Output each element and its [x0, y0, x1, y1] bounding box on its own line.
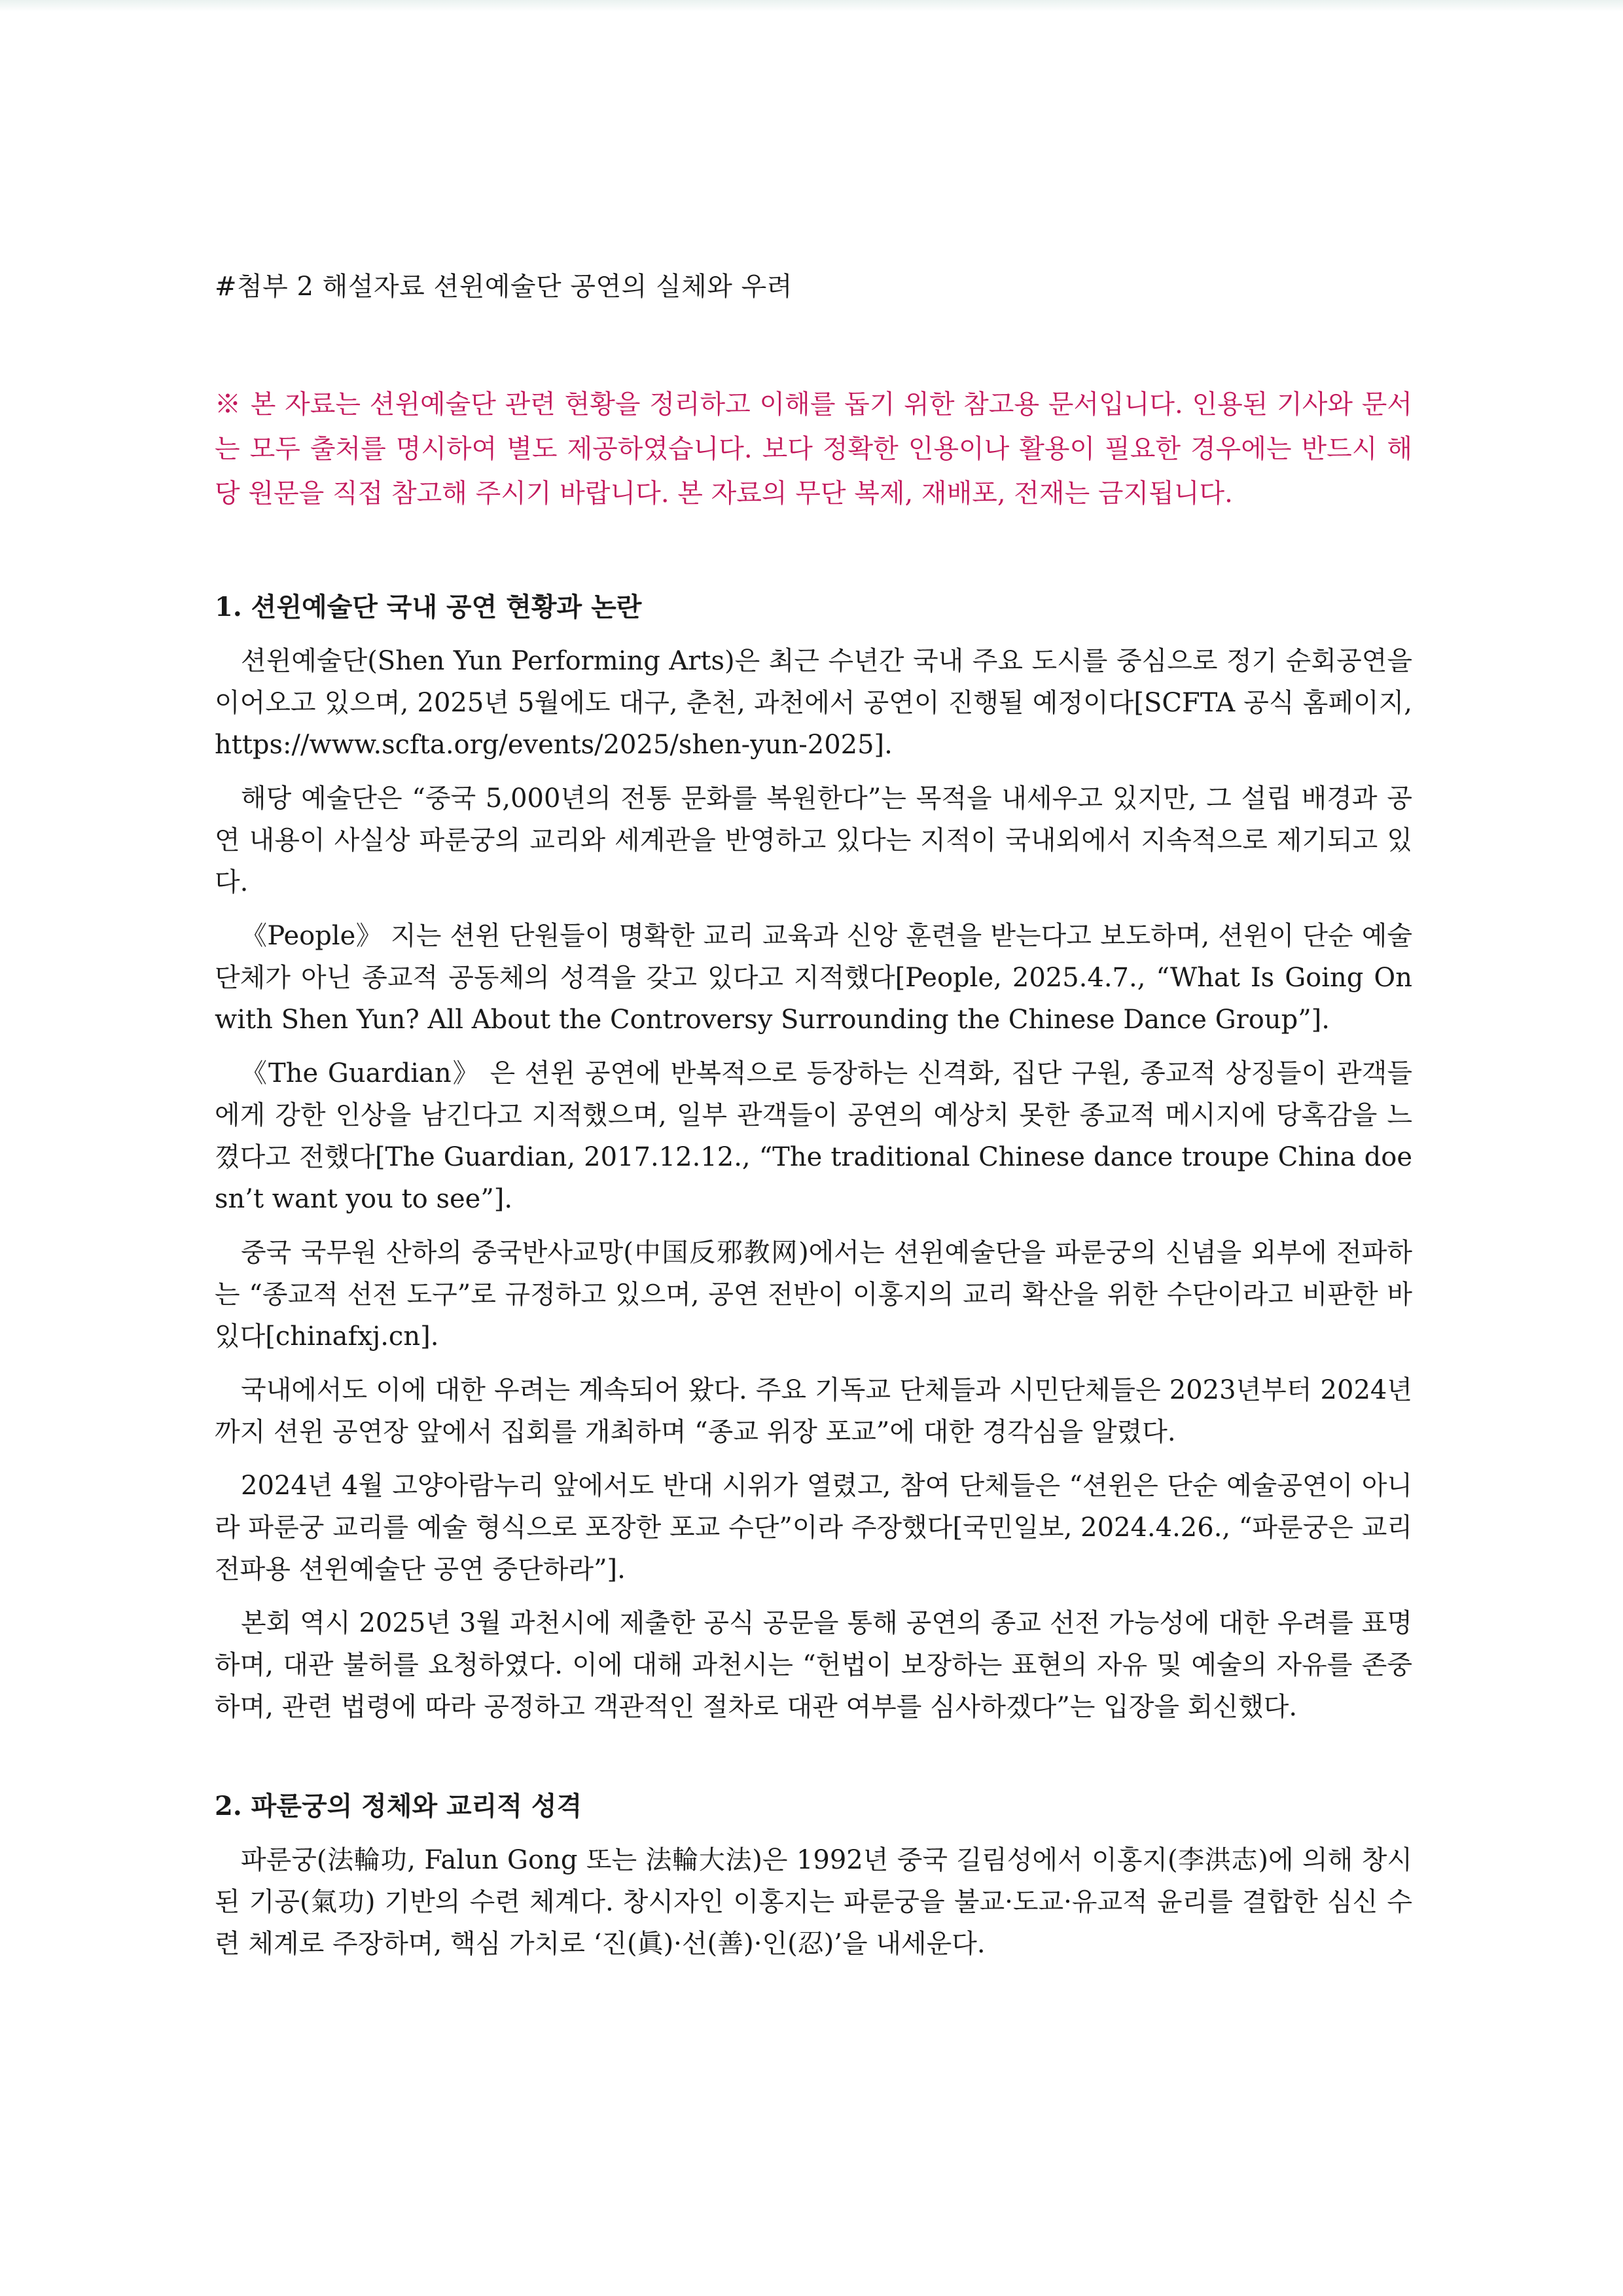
copyright-notice: ※ 본 자료는 션윈예술단 관련 현황을 정리하고 이해를 돕기 위한 참고용 문서입니다. 인용된 기사와 문서는 모두 출처를 명시하여 별도 제공하였습니다. 보다 정확한 인용이나 활용이 필요한 경우에는 반드시 해당 원문을 직접 참고해 주시기 바랍니다. 본 자료의 무단 복제, 재배포, 전재는 금지됩니다.: [215, 389, 1412, 509]
section-1: [215, 589, 1412, 1728]
document-body: [215, 268, 1412, 1977]
section-spacer: [215, 1740, 1412, 1788]
paragraph: 《People》 지는 션윈 단원들이 명확한 교리 교육과 신앙 훈련을 받는다고 보도하며, 션윈이 단순 예술단체가 아닌 종교적 공동체의 성격을 갖고 있다고 지적했다[People, 2025.4.7., “What Is Going On with Shen Yun? All About the Controversy Surrounding the Chinese Dance Group”].: [215, 921, 1412, 1035]
paragraph: 국내에서도 이에 대한 우려는 계속되어 왔다. 주요 기독교 단체들과 시민단체들은 2023년부터 2024년까지 션윈 공연장 앞에서 집회를 개최하며 “종교 위장 포교”에 대한 경각심을 알렸다.: [215, 1375, 1412, 1447]
paragraph: 중국 국무원 산하의 중국반사교망(中国反邪教网)에서는 션윈예술단을 파룬궁의 신념을 외부에 전파하는 “종교적 선전 도구”로 규정하고 있으며, 공연 전반이 이홍지의 교리 확산을 위한 수단이라고 비판한 바 있다[chinafxj.cn].: [215, 1238, 1412, 1352]
section-heading: 2. 파룬궁의 정체와 교리적 성격: [215, 1791, 582, 1821]
scan-top-edge: [0, 0, 1623, 12]
paragraph: 파룬궁(法輪功, Falun Gong 또는 法輪大法)은 1992년 중국 길림성에서 이홍지(李洪志)에 의해 창시된 기공(氣功) 기반의 수련 체계다. 창시자인 이홍지는 파룬궁을 불교·도교·유교적 윤리를 결합한 심신 수련 체계로 주장하며, 핵심 가치로 ‘진(眞)·선(善)·인(忍)’을 내세운다.: [215, 1845, 1412, 1959]
section-heading: 1. 션윈예술단 국내 공연 현황과 논란: [215, 592, 642, 622]
document-title: #첨부 2 해설자료 션윈예술단 공연의 실체와 우려: [215, 272, 793, 302]
paragraph: 본회 역시 2025년 3월 과천시에 제출한 공식 공문을 통해 공연의 종교 선전 가능성에 대한 우려를 표명하며, 대관 불허를 요청하였다. 이에 대해 과천시는 “헌법이 보장하는 표현의 자유 및 예술의 자유를 존중하며, 관련 법령에 따라 공정하고 객관적인 절차로 대관 여부를 심사하겠다”는 입장을 회신했다.: [215, 1608, 1412, 1722]
paragraph: 《The Guardian》 은 션윈 공연에 반복적으로 등장하는 신격화, 집단 구원, 종교적 상징들이 관객들에게 강한 인상을 남긴다고 지적했으며, 일부 관객들이 공연의 예상치 못한 종교적 메시지에 당혹감을 느꼈다고 전했다[The Guardian, 2017.12.12., “The traditional Chinese dance troupe China doesn’t want you to see”].: [215, 1058, 1412, 1214]
paragraph: 2024년 4월 고양아람누리 앞에서도 반대 시위가 열렸고, 참여 단체들은 “션윈은 단순 예술공연이 아니라 파룬궁 교리를 예술 형식으로 포장한 포교 수단”이라 주장했다[국민일보, 2024.4.26., “파룬궁은 교리 전파용 션윈예술단 공연 중단하라”].: [215, 1471, 1412, 1585]
paragraph: 션윈예술단(Shen Yun Performing Arts)은 최근 수년간 국내 주요 도시를 중심으로 정기 순회공연을 이어오고 있으며, 2025년 5월에도 대구, 춘천, 과천에서 공연이 진행될 예정이다[SCFTA 공식 홈페이지, https://www.scfta.org/events/2025/shen-yun-2025].: [215, 646, 1412, 760]
section-2: [215, 1788, 1412, 1965]
paragraph: 해당 예술단은 “중국 5,000년의 전통 문화를 복원한다”는 목적을 내세우고 있지만, 그 설립 배경과 공연 내용이 사실상 파룬궁의 교리와 세계관을 반영하고 있다는 지적이 국내외에서 지속적으로 제기되고 있다.: [215, 783, 1412, 897]
